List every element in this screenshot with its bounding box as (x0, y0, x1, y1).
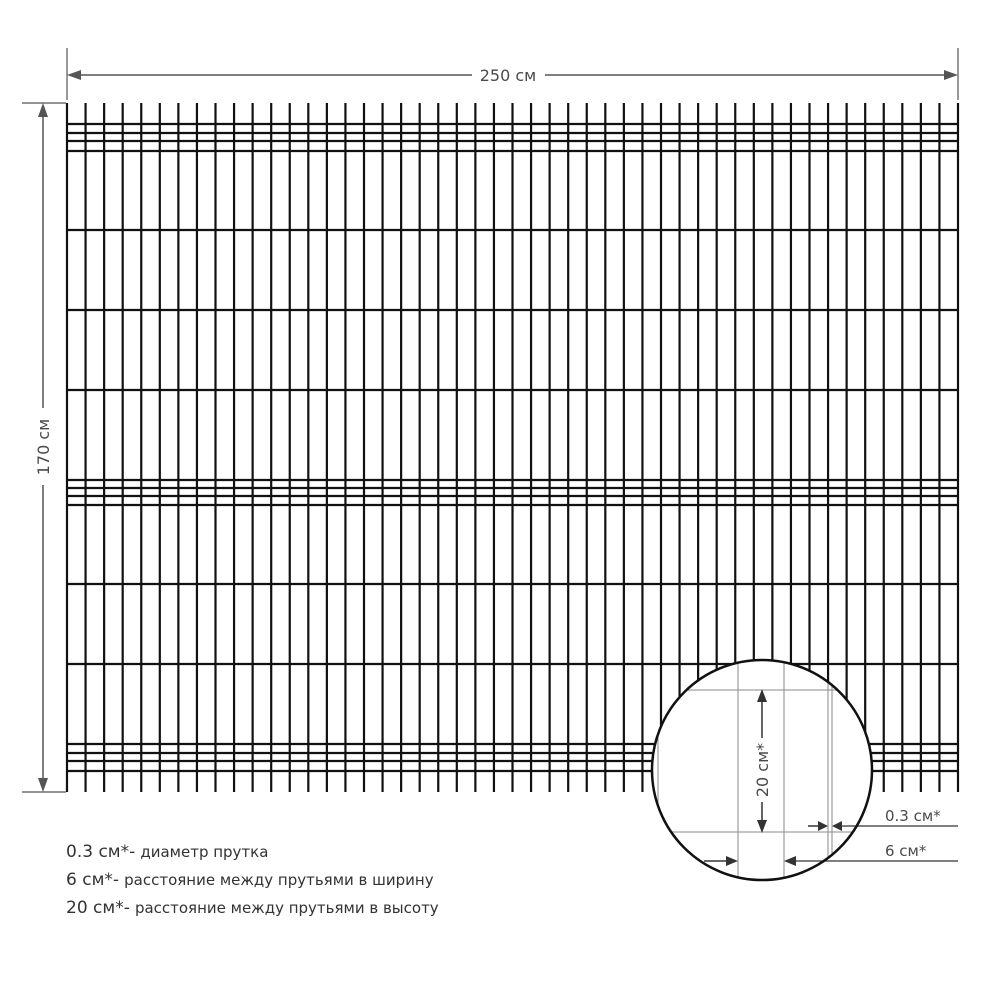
arrow-up-icon (38, 103, 48, 117)
arrow-left-icon (67, 70, 81, 80)
legend-description: диаметр прутка (140, 843, 269, 861)
legend-item-height-spacing (66, 894, 439, 922)
width-spacing-label: 6 см* (885, 842, 927, 860)
arrow-right-icon (944, 70, 958, 80)
legend (66, 838, 439, 922)
legend-value: 6 см*- (66, 870, 120, 890)
legend-description: расстояние между прутьями в высоту (134, 899, 439, 917)
legend-value: 0.3 см*- (66, 842, 136, 862)
legend-description: расстояние между прутьями в ширину (124, 871, 434, 889)
rod-diameter-label: 0.3 см* (885, 807, 941, 825)
legend-item-rod-diameter (66, 838, 439, 866)
legend-item-width-spacing (66, 866, 439, 894)
height-spacing-label: 20 см* (753, 742, 772, 798)
width-label: 250 см (479, 66, 537, 85)
arrow-down-icon (38, 778, 48, 792)
width-dimension (67, 48, 958, 100)
legend-value: 20 см*- (66, 898, 130, 918)
height-dimension (22, 103, 66, 792)
height-label: 170 см (34, 418, 53, 476)
